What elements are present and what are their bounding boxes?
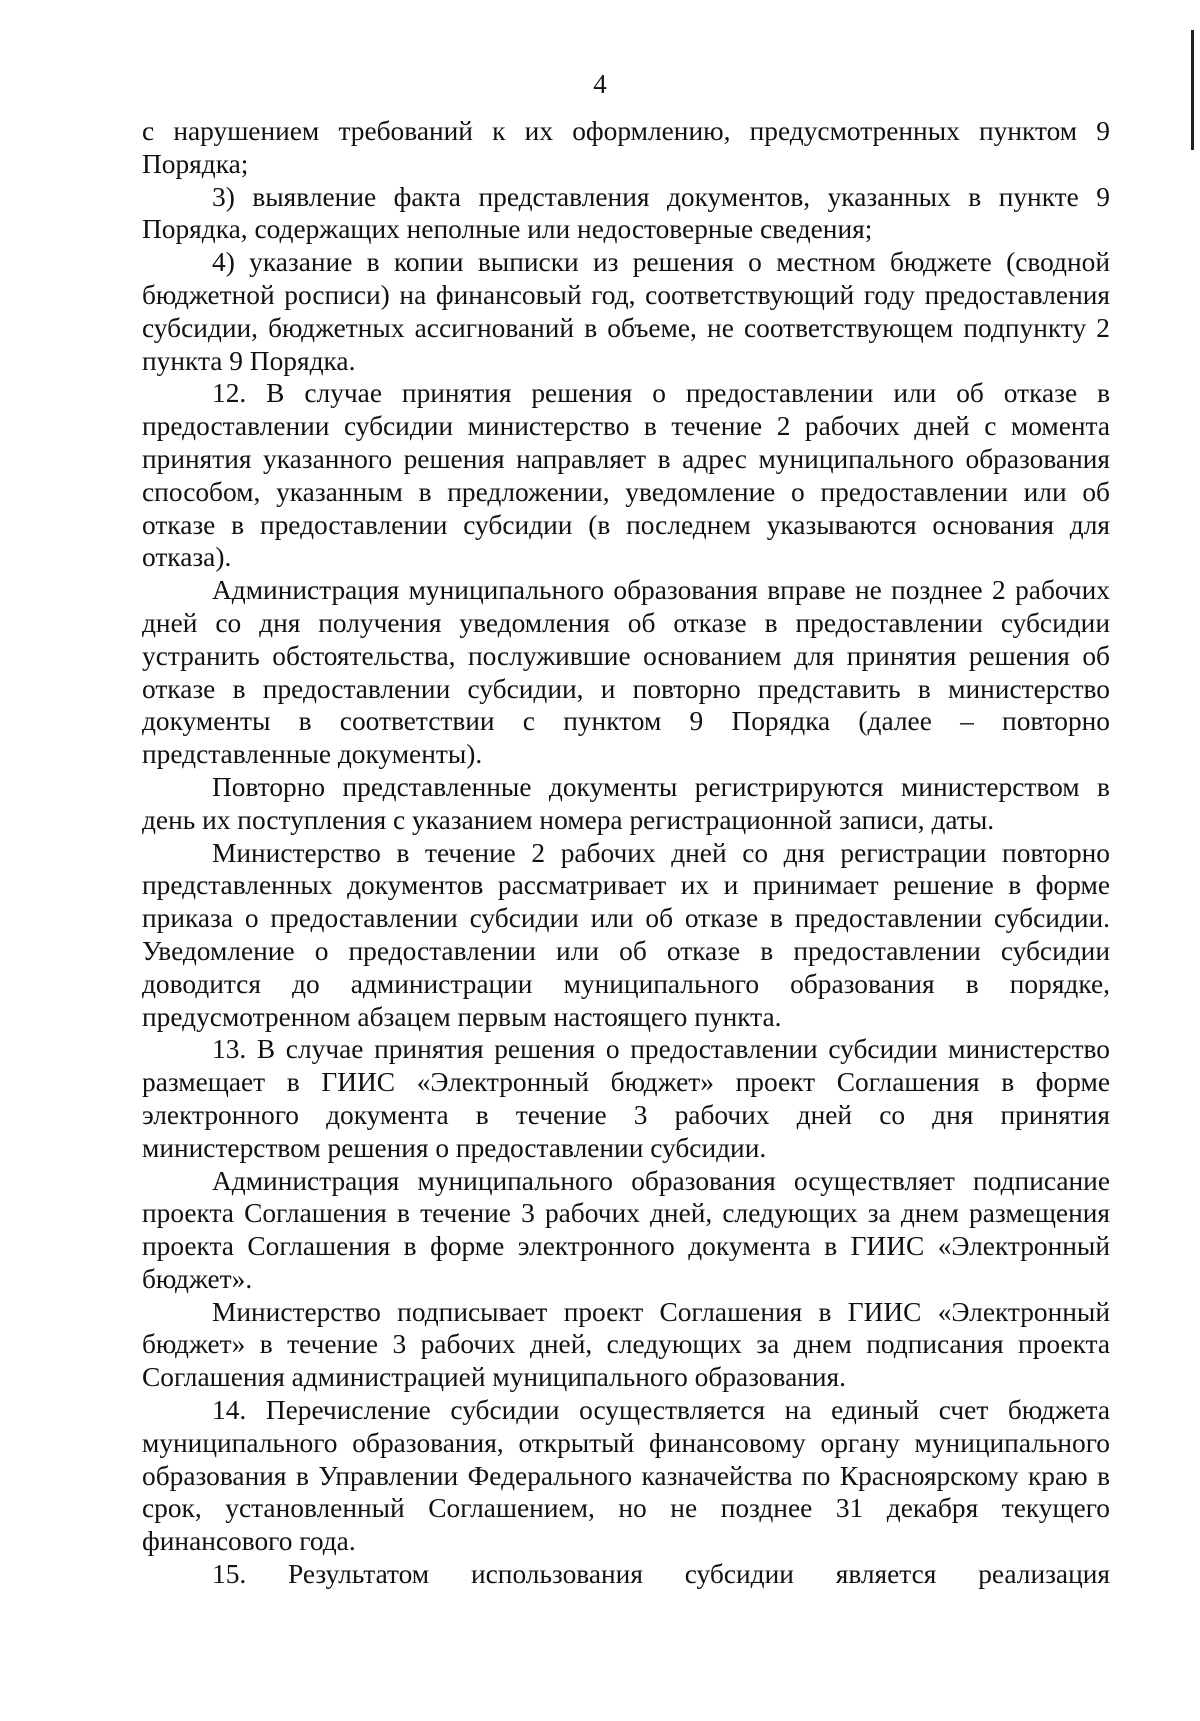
paragraph-administration-rights: Администрация муниципального образования вправе не позднее 2 рабочих дней со дня получения уведомления об отказе в предоставлении субсидии устранить обстоятельства, послужившие основанием для принятия решения об отказе в предоставлении субсидии, и повторно представить в министерство документы в соответствии с пунктом 9 Порядка (далее – повторно представленные документы). — [142, 575, 1110, 770]
paragraph-clause-13: 13. В случае принятия решения о предоставлении субсидии министерство размещает в ГИИС «Электронный бюджет» проект Соглашения в форме электронного документа в течение 3 рабочих дней со дня принятия министерством решения о предоставлении субсидии. — [142, 1034, 1110, 1163]
paragraph-clause-12: 12. В случае принятия решения о предоставлении или об отказе в предоставлении субсидии министерство в течение 2 рабочих дней с момента принятия указанного решения направляет в адрес муниципального образования способом, указанным в предложении, уведомление о предоставлении или об отказе в предоставлении субсидии (в последнем указываются основания для отказа). — [142, 378, 1110, 573]
paragraph-clause-14: 14. Перечисление субсидии осуществляется на единый счет бюджета муниципального образования, открытый финансовому органу муниципального образования в Управлении Федерального казначейства по Красноярскому краю в срок, установленный Соглашением, но не позднее 31 декабря текущего финансового года. — [142, 1395, 1110, 1557]
paragraph-item-4: 4) указание в копии выписки из решения о местном бюджете (сводной бюджетной росписи) на финансовый год, соответствующий году предоставления субсидии, бюджетных ассигнований в объеме, не соответствующем подпункту 2 пункта 9 Порядка. — [142, 247, 1110, 376]
paragraph-ministry-signing: Министерство подписывает проект Соглашения в ГИИС «Электронный бюджет» в течение 3 рабочих дней, следующих за днем подписания проекта Соглашения администрацией муниципального образования. — [142, 1296, 1110, 1393]
paragraph-administration-signing: Администрация муниципального образования осуществляет подписание проекта Соглашения в течение 3 рабочих дней, следующих за днем размещения проекта Соглашения в форме электронного документа в ГИИС «Электронный бюджет». — [142, 1165, 1110, 1294]
paragraph-ministry-review: Министерство в течение 2 рабочих дней со дня регистрации повторно представленных документов рассматривает их и принимает решение в форме приказа о предоставлении субсидии или об отказе в предоставлении субсидии. Уведомление о предоставлении или об отказе в предоставлении субсидии доводится до администрации муниципального образования в порядке, предусмотренном абзацем первым настоящего пункта. — [142, 837, 1110, 1032]
paragraph-clause-15: 15. Результатом использования субсидии является реализация — [212, 1559, 1110, 1590]
page-number: 4 — [593, 69, 607, 99]
document-body — [142, 115, 1110, 1591]
paragraph-continuation: с нарушением требований к их оформлению, предусмотренных пунктом 9 Порядка; — [142, 116, 1110, 179]
paragraph-registration: Повторно представленные документы регистрируются министерством в день их поступления с указанием номера регистрационной записи, даты. — [142, 771, 1110, 835]
paragraph-item-3: 3) выявление факта представления документов, указанных в пункте 9 Порядка, содержащих неполные или недостоверные сведения; — [142, 181, 1110, 245]
